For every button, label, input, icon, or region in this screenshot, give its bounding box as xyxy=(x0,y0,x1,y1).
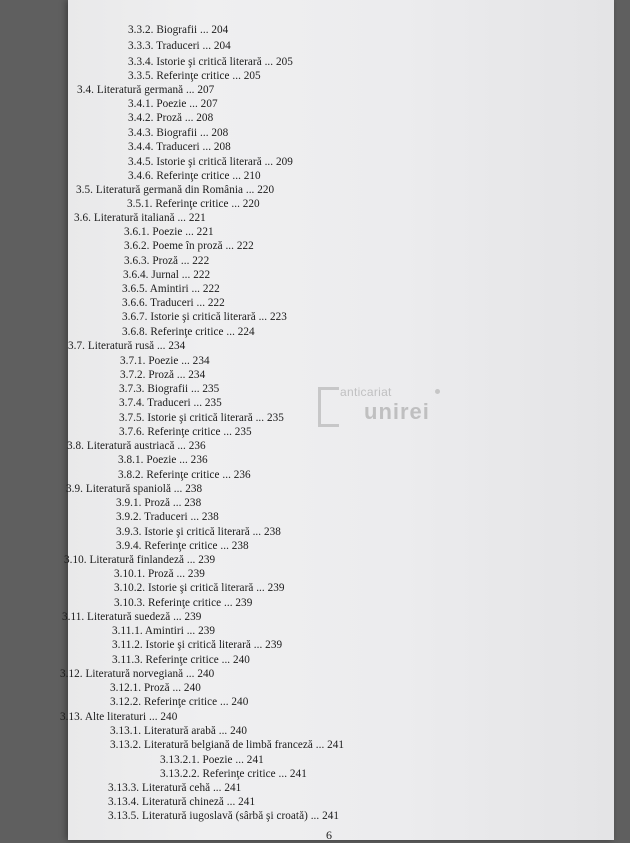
toc-subsubsection-entry: 3.13.2.2. Referinţe critice ... 241 xyxy=(160,768,307,780)
toc-subsection-entry: 3.4.5. Istorie şi critică literară ... 209 xyxy=(128,156,293,168)
toc-subsection-entry: 3.11.3. Referinţe critice ... 240 xyxy=(112,654,250,666)
toc-subsection-entry: 3.13.2. Literatură belgiană de limbă franceză ... 241 xyxy=(110,739,345,751)
toc-subsection-entry: 3.4.6. Referinţe critice ... 210 xyxy=(128,170,261,182)
toc-subsection-entry: 3.12.1. Proză ... 240 xyxy=(110,682,201,694)
toc-subsection-entry: 3.7.3. Biografii ... 235 xyxy=(119,383,220,395)
toc-subsection-entry: 3.6.2. Poeme în proză ... 222 xyxy=(124,240,254,252)
toc-subsection-entry: 3.13.1. Literatură arabă ... 240 xyxy=(110,725,248,737)
toc-subsection-entry: 3.7.5. Istorie şi critică literară ... 235 xyxy=(119,412,284,424)
toc-subsection-entry: 3.9.2. Traduceri ... 238 xyxy=(116,511,219,523)
toc-subsection-entry: 3.6.7. Istorie şi critică literară ... 223 xyxy=(122,311,287,323)
toc-subsection-entry: 3.9.4. Referinţe critice ... 238 xyxy=(116,540,249,552)
toc-section-heading: 3.8. Literatură austriacă ... 236 xyxy=(67,440,206,452)
toc-section-heading: 3.11. Literatură suedeză ... 239 xyxy=(62,611,202,623)
watermark-line-2: unirei xyxy=(364,399,430,424)
page-number: 6 xyxy=(326,828,332,842)
toc-subsection-entry: 3.5.1. Referinţe critice ... 220 xyxy=(127,198,260,210)
toc-subsection-entry: 3.8.1. Poezie ... 236 xyxy=(118,454,208,466)
toc-subsection-entry: 3.9.1. Proză ... 238 xyxy=(116,497,202,509)
toc-subsection-entry: 3.6.1. Poezie ... 221 xyxy=(124,226,214,238)
toc-subsection-entry: 3.3.2. Biografii ... 204 xyxy=(128,24,229,36)
toc-subsection-entry: 3.3.3. Traduceri ... 204 xyxy=(128,40,231,52)
toc-subsection-entry: 3.11.2. Istorie şi critică literară ... 239 xyxy=(112,639,283,651)
toc-section-heading: 3.12. Literatură norvegiană ... 240 xyxy=(60,668,215,680)
toc-subsubsection-entry: 3.13.2.1. Poezie ... 241 xyxy=(160,754,264,766)
toc-section-heading: 3.7. Literatură rusă ... 234 xyxy=(68,340,186,352)
toc-subsection-entry: 3.4.4. Traduceri ... 208 xyxy=(128,141,231,153)
toc-section-heading: 3.4. Literatură germană ... 207 xyxy=(77,84,215,96)
toc-section-heading: 3.6. Literatură italiană ... 221 xyxy=(74,212,206,224)
toc-subsection-entry: 3.6.5. Amintiri ... 222 xyxy=(122,283,220,295)
toc-subsection-entry: 3.10.2. Istorie şi critică literară ... 239 xyxy=(114,582,285,594)
toc-subsection-entry: 3.8.2. Referinţe critice ... 236 xyxy=(118,469,251,481)
toc-subsection-entry: 3.7.2. Proză ... 234 xyxy=(120,369,206,381)
toc-subsection-entry: 3.4.1. Poezie ... 207 xyxy=(128,98,218,110)
toc-subsection-entry: 3.9.3. Istorie şi critică literară ... 238 xyxy=(116,526,281,538)
toc-subsection-entry: 3.7.1. Poezie ... 234 xyxy=(120,355,210,367)
toc-section-heading: 3.9. Literatură spaniolă ... 238 xyxy=(66,483,203,495)
toc-subsection-entry: 3.4.3. Biografii ... 208 xyxy=(128,127,229,139)
book-page xyxy=(60,0,614,842)
toc-subsection-entry: 3.13.5. Literatură iugoslavă (sârbă şi croată) ... 241 xyxy=(108,810,340,822)
table-of-contents xyxy=(60,0,614,840)
toc-subsection-entry: 3.11.1. Amintiri ... 239 xyxy=(112,625,216,637)
toc-section-heading: 3.10. Literatură finlandeză ... 239 xyxy=(64,554,216,566)
toc-subsection-entry: 3.6.4. Jurnal ... 222 xyxy=(123,269,211,281)
toc-subsection-entry: 3.13.3. Literatură cehă ... 241 xyxy=(108,782,242,794)
toc-section-heading: 3.13. Alte literaturi ... 240 xyxy=(60,711,178,723)
watermark-line-1: anticariat xyxy=(340,385,392,399)
toc-subsection-entry: 3.7.4. Traduceri ... 235 xyxy=(119,397,222,409)
toc-subsection-entry: 3.12.2. Referinţe critice ... 240 xyxy=(110,696,249,708)
toc-subsection-entry: 3.3.4. Istorie şi critică literară ... 205 xyxy=(128,56,293,68)
toc-subsection-entry: 3.6.6. Traduceri ... 222 xyxy=(122,297,225,309)
toc-subsection-entry: 3.13.4. Literatură chineză ... 241 xyxy=(108,796,256,808)
toc-subsection-entry: 3.6.8. Referinţe critice ... 224 xyxy=(122,326,255,338)
toc-subsection-entry: 3.7.6. Referinţe critice ... 235 xyxy=(119,426,252,438)
toc-subsection-entry: 3.3.5. Referinţe critice ... 205 xyxy=(128,70,261,82)
toc-section-heading: 3.5. Literatură germană din România ... 220 xyxy=(76,184,275,196)
toc-subsection-entry: 3.10.1. Proză ... 239 xyxy=(114,568,205,580)
toc-subsection-entry: 3.10.3. Referinţe critice ... 239 xyxy=(114,597,253,609)
toc-subsection-entry: 3.6.3. Proză ... 222 xyxy=(124,255,210,267)
toc-subsection-entry: 3.4.2. Proză ... 208 xyxy=(128,112,214,124)
